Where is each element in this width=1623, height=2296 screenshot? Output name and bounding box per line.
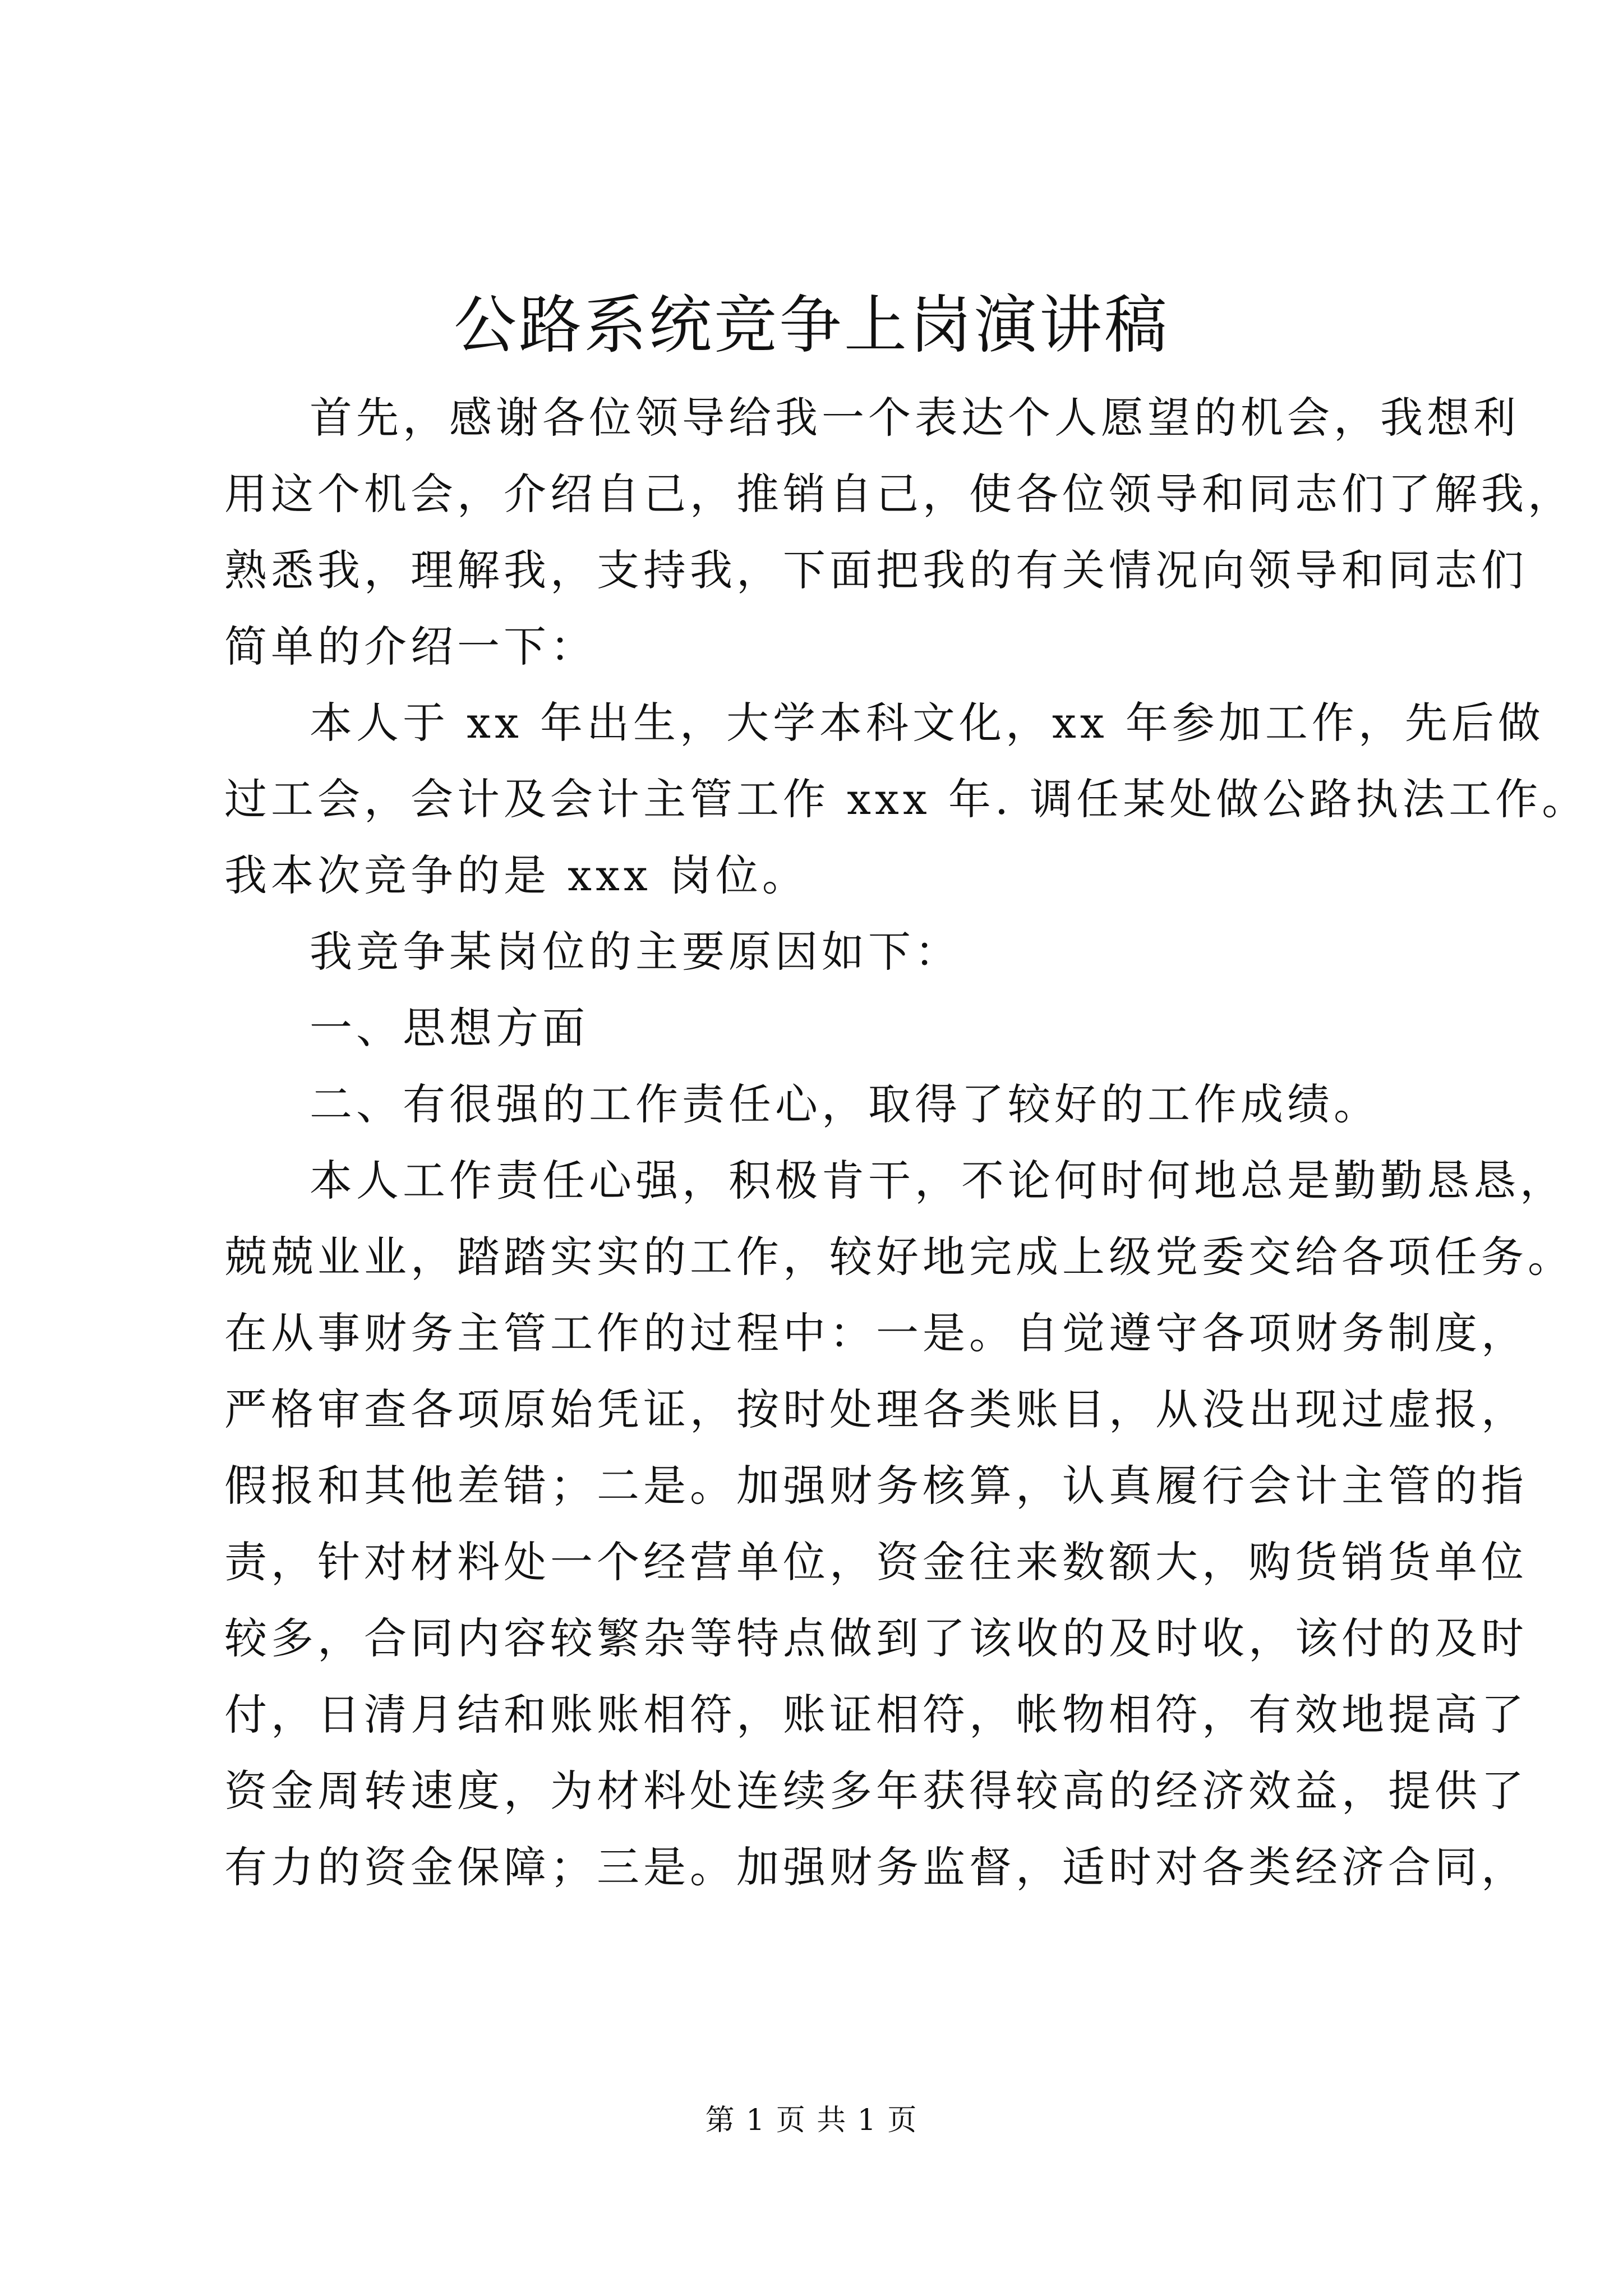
paragraph-line: 过工会，会计及会计主管工作 xxx 年. 调任某处做公路执法工作。: [224, 774, 1589, 824]
paragraph-line: 二、有很强的工作责任心，取得了较好的工作成绩。: [310, 1079, 1380, 1129]
paragraph: [224, 990, 1408, 1066]
paragraph-line: 严格审查各项原始凭证，按时处理各类账目，从没出现过虚报，: [224, 1384, 1528, 1434]
paragraph-line: 付，日清月结和账账相符，账证相符，帐物相符，有效地提高了: [224, 1690, 1528, 1740]
paragraph-line: 我竞争某岗位的主要原因如下：: [310, 927, 961, 977]
document-body: [224, 380, 1589, 1906]
paragraph: [224, 685, 1589, 914]
paragraph-line: 简单的介绍一下：: [224, 622, 597, 671]
paragraph-line: 在从事财务主管工作的过程中：一是。自觉遵守各项财务制度，: [224, 1308, 1528, 1358]
paragraph-line: 有力的资金保障；三是。加强财务监督，适时对各类经济合同，: [224, 1842, 1528, 1892]
document-title: 公路系统竞争上岗演讲稿: [454, 289, 1169, 362]
page-footer: 第 1 页 共 1 页: [705, 2104, 918, 2137]
paragraph: [224, 1143, 1574, 1906]
paragraph-line: 本人工作责任心强，积极肯干，不论何时何地总是勤勤恳恳，: [310, 1156, 1566, 1205]
paragraph-line: 较多，合同内容较繁杂等特点做到了该收的及时收，该付的及时: [224, 1613, 1528, 1663]
paragraph-line: 兢兢业业，踏踏实实的工作，较好地完成上级党委交给各项任务。: [224, 1232, 1574, 1282]
paragraph-line: 资金周转速度，为材料处连续多年获得较高的经济效益，提供了: [224, 1766, 1528, 1816]
paragraph-line: 首先，感谢各位领导给我一个表达个人愿望的机会，我想利: [310, 393, 1520, 443]
paragraph: [224, 1066, 1408, 1143]
paragraph-line: 熟悉我，理解我，支持我，下面把我的有关情况向领导和同志们: [224, 545, 1528, 595]
paragraph: [224, 380, 1574, 685]
paragraph-line: 用这个机会，介绍自己，推销自己，使各位领导和同志们了解我，: [224, 469, 1574, 519]
paragraph-line: 假报和其他差错；二是。加强财务核算，认真履行会计主管的指: [224, 1461, 1528, 1511]
paragraph-line: 本人于 xx 年出生，大学本科文化，xx 年参加工作，先后做: [310, 698, 1544, 748]
paragraph-line: 一、思想方面: [310, 1003, 589, 1053]
paragraph: [224, 914, 1408, 990]
paragraph-line: 责，针对材料处一个经营单位，资金往来数额大，购货销货单位: [224, 1537, 1528, 1587]
paragraph-line: 我本次竞争的是 xxx 岗位。: [224, 850, 809, 900]
